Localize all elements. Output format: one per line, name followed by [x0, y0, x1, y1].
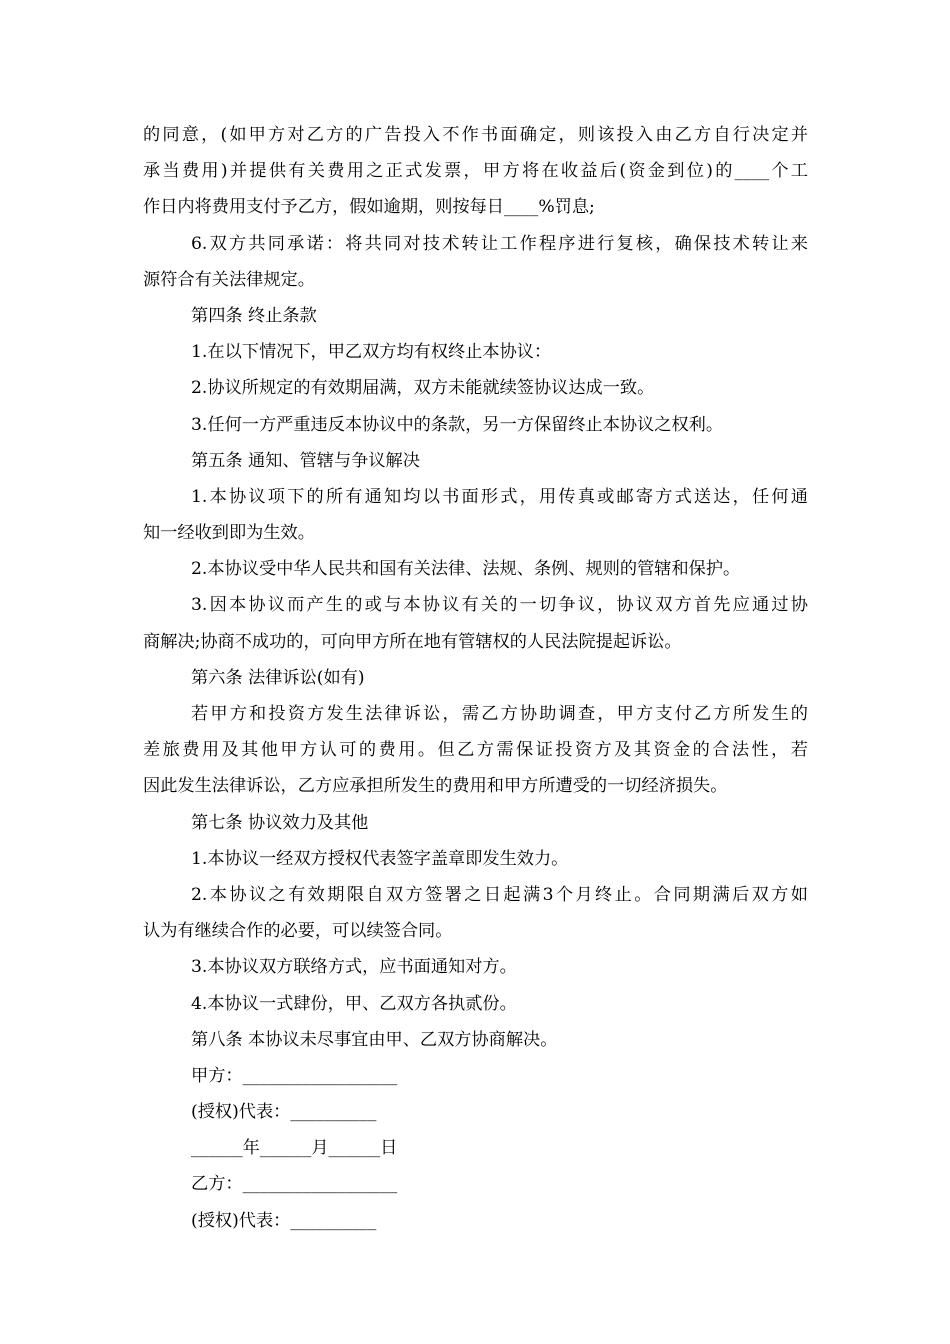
text-line: 2.本协议受中华人民共和国有关法律、法规、条例、规则的管辖和保护。	[191, 559, 741, 580]
text-line: 4.本协议一式肆份，甲、乙双方各执贰份。	[191, 993, 517, 1014]
text-line: 2.协议所规定的有效期届满，双方未能就续签协议达成一致。	[191, 378, 655, 399]
section-heading: 第八条 本协议未尽事宜由甲、乙双方协商解决。	[191, 1029, 558, 1050]
text-line: 认为有继续合作的必要，可以续签合同。	[143, 921, 453, 942]
section-heading: 第六条 法律诉讼(如有)	[191, 667, 365, 688]
text-line: 3.本协议双方联络方式，应书面通知对方。	[191, 957, 517, 978]
signature-party-a: 甲方：__________________	[191, 1065, 398, 1086]
text-line: 1.本协议项下的所有通知均以书面形式，用传真或邮寄方式送达，任何通	[191, 486, 808, 507]
text-line: 的同意，(如甲方对乙方的广告投入不作书面确定，则该投入由乙方自行决定并	[143, 125, 808, 145]
text-line: 商解决;协商不成功的，可向甲方所在地有管辖权的人民法院提起诉讼。	[143, 631, 682, 652]
text-line: 知一经收到即为生效。	[143, 523, 315, 544]
section-heading: 第四条 终止条款	[191, 305, 317, 326]
text-line: 差旅费用及其他甲方认可的费用。但乙方需保证投资方及其资金的合法性，若	[143, 740, 808, 761]
text-line: 3.任何一方严重违反本协议中的条款，另一方保留终止本协议之权利。	[191, 414, 724, 435]
signature-date: ______年______月______日	[191, 1138, 398, 1159]
text-line: 1.本协议一经双方授权代表签字盖章即发生效力。	[191, 848, 569, 869]
text-line: 承当费用)并提供有关费用之正式发票，甲方将在收益后(资金到位)的____个工	[143, 161, 808, 182]
section-heading: 第五条 通知、管辖与争议解决	[191, 450, 420, 471]
section-heading: 第七条 协议效力及其他	[191, 812, 369, 833]
text-line: 因此发生法律诉讼，乙方应承担所发生的费用和甲方所遭受的一切经济损失。	[143, 776, 728, 797]
text-line: 2.本协议之有效期限自双方签署之日起满3个月终止。合同期满后双方如	[191, 884, 808, 905]
text-line: 3.因本协议而产生的或与本协议有关的一切争议，协议双方首先应通过协	[191, 595, 808, 616]
text-line: 若甲方和投资方发生法律诉讼，需乙方协助调查，甲方支付乙方所发生的	[191, 704, 808, 724]
signature-representative-b: (授权)代表：__________	[191, 1210, 377, 1231]
text-line: 6.双方共同承诺：将共同对技术转让工作程序进行复核，确保技术转让来	[191, 233, 808, 254]
text-line: 1.在以下情况下，甲乙双方均有权终止本协议：	[191, 342, 552, 363]
text-line: 源符合有关法律规定。	[143, 269, 315, 290]
text-line: 作日内将费用支付予乙方，假如逾期，则按每日____%罚息;	[143, 197, 595, 218]
document-body	[143, 117, 808, 1239]
signature-party-b: 乙方：__________________	[191, 1174, 398, 1195]
signature-representative-a: (授权)代表：__________	[191, 1102, 377, 1123]
